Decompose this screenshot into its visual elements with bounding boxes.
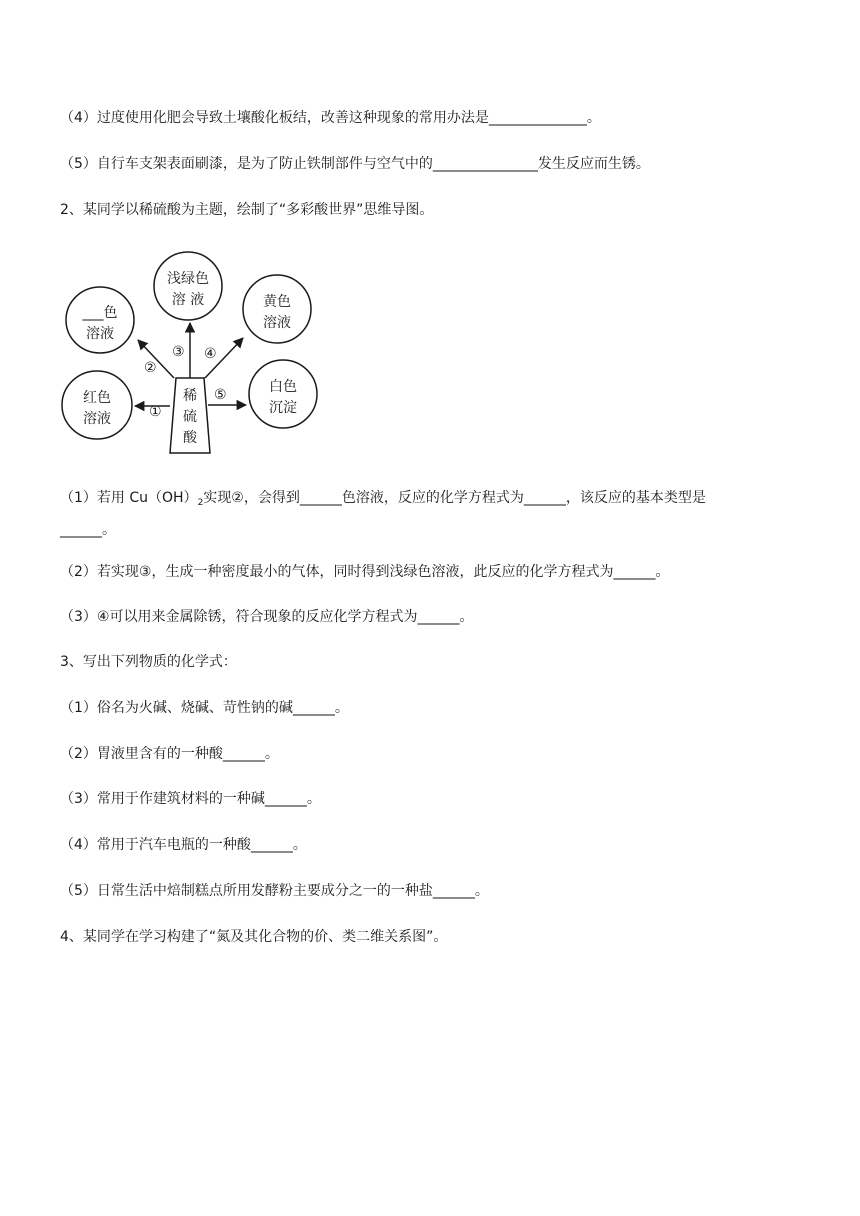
arrow-label-5: ⑤	[214, 387, 227, 403]
sulfuric-acid-mind-map	[58, 248, 328, 458]
center-char-3: 酸	[183, 430, 197, 446]
circle-upper-right-line-2: 溶液	[263, 315, 291, 331]
question-1-part-4: （4）过度使用化肥会导致土壤酸化板结，改善这种现象的常用办法是______________。	[60, 110, 601, 126]
arrow-label-1: ①	[149, 404, 162, 420]
center-char-2: 硫	[183, 409, 197, 425]
circle-top-line-2: 溶 液	[171, 292, 205, 308]
arrow-label-4: ④	[204, 346, 217, 362]
circle-upper-right-line-1: 黄色	[263, 294, 291, 310]
question-3-part-1: （1）俗名为火碱、烧碱、苛性钠的碱______。	[60, 700, 349, 716]
circle-top-line-1: 浅绿色	[167, 271, 209, 287]
circle-lower-right-line-2: 沉淀	[269, 400, 297, 416]
q2-1-text-c: ______。	[60, 522, 116, 538]
arrow-label-2: ②	[144, 360, 157, 376]
question-3-stem: 3、写出下列物质的化学式：	[60, 654, 237, 670]
question-3-part-2: （2）胃液里含有的一种酸______。	[60, 746, 279, 762]
circle-lower-left-line-2: 溶液	[83, 411, 111, 427]
question-3-part-3: （3）常用于作建筑材料的一种碱______。	[60, 791, 321, 807]
circle-upper-left-line-2: 溶液	[86, 326, 114, 342]
center-char-1: 稀	[183, 388, 197, 404]
circle-lower-left-line-1: 红色	[83, 390, 111, 406]
question-2-stem: 2、某同学以稀硫酸为主题，绘制了“多彩酸世界”思维导图。	[60, 202, 434, 218]
circle-lower-right-line-1: 白色	[269, 379, 297, 395]
q2-1-text-a: （1）若用 Cu（OH）	[60, 490, 198, 506]
question-3-part-4: （4）常用于汽车电瓶的一种酸______。	[60, 837, 307, 853]
question-1-part-5: （5）自行车支架表面刷漆，是为了防止铁制部件与空气中的_______________发生反应而生锈。	[60, 156, 650, 172]
question-4-stem: 4、某同学在学习构建了“氮及其化合物的价、类二维关系图”。	[60, 929, 448, 945]
question-2-part-2: （2）若实现③，生成一种密度最小的气体，同时得到浅绿色溶液，此反应的化学方程式为______。	[60, 564, 670, 580]
question-3-part-5: （5）日常生活中焙制糕点所用发酵粉主要成分之一的一种盐______。	[60, 883, 489, 899]
arrow-label-3: ③	[172, 344, 185, 360]
circle-upper-left-line-1: ___色	[82, 305, 118, 321]
q2-1-text-b: 实现②，会得到______色溶液，反应的化学方程式为______，该反应的基本类型是	[203, 490, 706, 506]
q2-1-subscript: 2	[197, 498, 204, 508]
question-2-part-3: （3）④可以用来金属除锈，符合现象的反应化学方程式为______。	[60, 609, 474, 625]
question-2-part-1	[60, 485, 805, 544]
